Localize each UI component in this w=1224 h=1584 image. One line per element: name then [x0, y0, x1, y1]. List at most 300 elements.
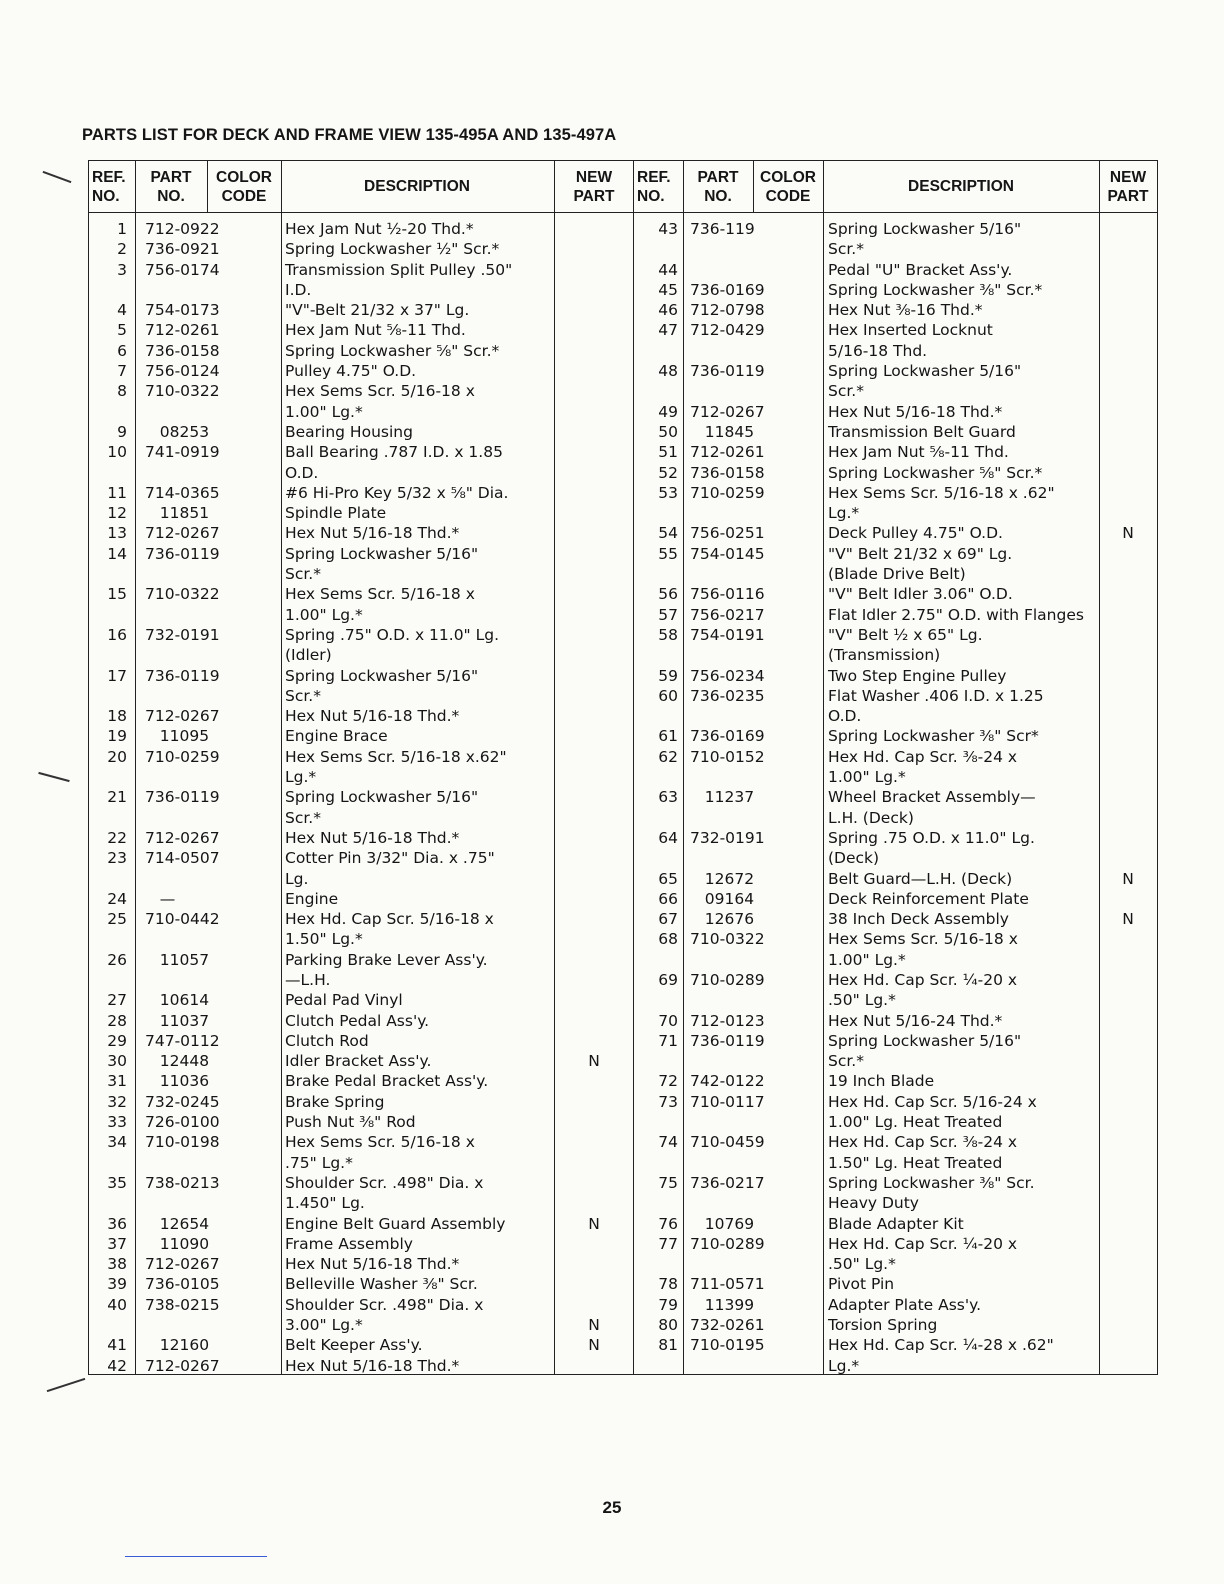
part-no-cell: 736-0105 — [145, 1275, 220, 1294]
table-row — [634, 747, 1156, 788]
header-color-code: COLOR CODE — [760, 168, 816, 205]
table-row — [89, 889, 634, 909]
description-cell: Hex Hd. Cap Scr. ¼-20 x .50" Lg.* — [828, 1234, 1018, 1274]
table-row — [89, 666, 634, 707]
description-cell: Spindle Plate — [285, 504, 387, 523]
ref-no-cell: 71 — [658, 1031, 678, 1050]
table-row — [89, 483, 634, 503]
part-no-cell: 738-0215 — [145, 1295, 220, 1314]
ref-no-cell: 48 — [658, 362, 678, 381]
ref-no-cell: 40 — [107, 1295, 127, 1314]
part-no-cell: 712-0261 — [145, 321, 220, 340]
description-cell: Hex Hd. Cap Scr. ⅜-24 x 1.50" Lg. Heat Treated — [828, 1133, 1018, 1172]
ref-no-cell: 59 — [658, 666, 678, 685]
table-row — [634, 970, 1156, 1011]
part-no-cell: 710-0459 — [690, 1133, 765, 1152]
header-new-part: NEW PART — [1107, 168, 1149, 205]
scan-edge-line — [125, 1556, 267, 1557]
table-row — [89, 950, 634, 991]
part-no-cell: 747-0112 — [145, 1031, 220, 1050]
table-row — [89, 544, 634, 585]
table-row — [634, 1214, 1156, 1234]
ref-no-cell: 81 — [658, 1336, 678, 1355]
table-row — [634, 889, 1156, 909]
part-no-cell: 12160 — [145, 1336, 210, 1355]
right-rows — [634, 219, 1156, 1376]
table-row — [89, 320, 634, 340]
part-no-cell: 11090 — [145, 1234, 210, 1253]
ref-no-cell: 36 — [107, 1214, 127, 1233]
description-cell: Hex Nut 5/16-18 Thd.* — [828, 402, 1003, 421]
description-cell: "V" Belt ½ x 65" Lg. (Transmission) — [828, 625, 983, 665]
part-no-cell: 741-0919 — [145, 443, 220, 462]
table-row — [634, 320, 1156, 361]
part-no-cell: 736-0235 — [690, 686, 765, 705]
ref-no-cell: 45 — [658, 280, 678, 299]
part-no-cell: 712-0267 — [145, 1255, 220, 1274]
ref-no-cell: 37 — [107, 1234, 127, 1253]
description-cell: Hex Inserted Locknut 5/16-18 Thd. — [828, 321, 993, 360]
description-cell: Spring Lockwasher 5/16" Scr.* — [285, 666, 479, 705]
part-no-cell: 712-0429 — [690, 321, 765, 340]
ref-no-cell: 20 — [107, 747, 127, 766]
part-no-cell: 710-0117 — [690, 1092, 765, 1111]
part-no-cell: 11845 — [690, 422, 755, 441]
ref-no-cell: 19 — [107, 727, 127, 746]
table-row — [89, 1214, 634, 1234]
table-row — [634, 726, 1156, 746]
part-no-cell: 10769 — [690, 1214, 755, 1233]
table-row — [89, 1173, 634, 1214]
part-no-cell: 736-0217 — [690, 1173, 765, 1192]
table-row — [634, 422, 1156, 442]
table-row — [634, 1071, 1156, 1091]
part-no-cell: 756-0217 — [690, 605, 765, 624]
ref-no-cell: 78 — [658, 1275, 678, 1294]
table-row — [634, 787, 1156, 828]
table-row — [634, 929, 1156, 970]
table-row — [89, 747, 634, 788]
table-row — [89, 909, 634, 950]
part-no-cell: 712-0267 — [690, 402, 765, 421]
ref-no-cell: 9 — [117, 422, 127, 441]
table-row — [634, 280, 1156, 300]
part-no-cell: 726-0100 — [145, 1113, 220, 1132]
table-row — [634, 1234, 1156, 1275]
description-cell: Spring Lockwasher ½" Scr.* — [285, 240, 500, 259]
part-no-cell: 756-0251 — [690, 524, 765, 543]
description-cell: Spring .75" O.D. x 11.0" Lg. (Idler) — [285, 625, 500, 665]
part-no-cell: 12448 — [145, 1052, 210, 1071]
table-row — [89, 1132, 634, 1173]
description-cell: 38 Inch Deck Assembly — [828, 910, 1009, 929]
table-row — [634, 219, 1156, 260]
ref-no-cell: 66 — [658, 889, 678, 908]
table-row — [634, 260, 1156, 280]
new-part-cell: N — [1122, 910, 1134, 929]
table-row — [634, 686, 1156, 727]
part-no-cell: 712-0261 — [690, 443, 765, 462]
binding-mark — [43, 171, 72, 183]
part-no-cell: 736-0119 — [690, 362, 765, 381]
ref-no-cell: 62 — [658, 747, 678, 766]
binding-mark — [38, 772, 69, 782]
part-no-cell: 11057 — [145, 950, 210, 969]
ref-no-cell: 35 — [107, 1173, 127, 1192]
ref-no-cell: 4 — [117, 301, 127, 320]
part-no-cell: 09164 — [690, 889, 755, 908]
table-row — [89, 1031, 634, 1051]
ref-no-cell: 17 — [107, 666, 127, 685]
table-row — [89, 239, 634, 259]
description-cell: Deck Pulley 4.75" O.D. — [828, 524, 1003, 543]
part-no-cell: 754-0173 — [145, 301, 220, 320]
part-no-cell: 710-0152 — [690, 747, 765, 766]
ref-no-cell: 31 — [107, 1072, 127, 1091]
description-cell: Ball Bearing .787 I.D. x 1.85 O.D. — [285, 443, 503, 482]
part-no-cell: 714-0365 — [145, 483, 220, 502]
description-cell: Hex Hd. Cap Scr. ¼-28 x .62" Lg.* — [828, 1336, 1054, 1375]
ref-no-cell: 15 — [107, 585, 127, 604]
ref-no-cell: 21 — [107, 788, 127, 807]
ref-no-cell: 79 — [658, 1295, 678, 1314]
new-part-cell: N — [588, 1316, 600, 1335]
table-row — [89, 341, 634, 361]
table-row — [89, 1274, 634, 1294]
description-cell: Clutch Rod — [285, 1031, 369, 1050]
description-cell: Belt Keeper Ass'y. — [285, 1336, 423, 1355]
ref-no-cell: 80 — [658, 1316, 678, 1335]
description-cell: Belleville Washer ⅜" Scr. — [285, 1275, 478, 1294]
part-no-cell: 712-0123 — [690, 1011, 765, 1030]
ref-no-cell: 77 — [658, 1234, 678, 1253]
part-no-cell: 712-0267 — [145, 828, 220, 847]
table-row — [634, 1092, 1156, 1133]
part-no-cell: 736-0921 — [145, 240, 220, 259]
part-no-cell: 742-0122 — [690, 1072, 765, 1091]
part-no-cell: 712-0267 — [145, 1356, 220, 1375]
table-row — [634, 1132, 1156, 1173]
description-cell: Parking Brake Lever Ass'y. —L.H. — [285, 950, 488, 989]
part-no-cell: 11095 — [145, 727, 210, 746]
description-cell: Hex Sems Scr. 5/16-18 x .75" Lg.* — [285, 1133, 475, 1172]
ref-no-cell: 38 — [107, 1255, 127, 1274]
table-row — [634, 300, 1156, 320]
table-row — [89, 1254, 634, 1274]
part-no-cell: 714-0507 — [145, 849, 220, 868]
ref-no-cell: 11 — [107, 483, 127, 502]
description-cell: Blade Adapter Kit — [828, 1214, 964, 1233]
table-row — [634, 483, 1156, 524]
ref-no-cell: 2 — [117, 240, 127, 259]
part-no-cell: 11036 — [145, 1072, 210, 1091]
table-row — [634, 544, 1156, 585]
description-cell: Hex Jam Nut ½-20 Thd.* — [285, 220, 474, 238]
ref-no-cell: 27 — [107, 991, 127, 1010]
part-no-cell: 08253 — [145, 422, 210, 441]
header-description: DESCRIPTION — [908, 178, 1014, 195]
ref-no-cell: 72 — [658, 1072, 678, 1091]
description-cell: Frame Assembly — [285, 1234, 413, 1253]
table-row — [634, 1315, 1156, 1335]
ref-no-cell: 52 — [658, 463, 678, 482]
description-cell: Adapter Plate Ass'y. — [828, 1295, 982, 1314]
table-row — [634, 402, 1156, 422]
table-row — [89, 1011, 634, 1031]
ref-no-cell: 5 — [117, 321, 127, 340]
description-cell: Shoulder Scr. .498" Dia. x 1.450" Lg. — [285, 1173, 484, 1213]
ref-no-cell: 28 — [107, 1011, 127, 1030]
description-cell: Deck Reinforcement Plate — [828, 889, 1029, 908]
description-cell: Spring Lockwasher ⅝" Scr.* — [285, 341, 500, 360]
left-rows — [89, 219, 634, 1376]
ref-no-cell: 30 — [107, 1052, 127, 1071]
header-part-no: PART NO. — [150, 168, 192, 205]
description-cell: "V" Belt Idler 3.06" O.D. — [828, 585, 1013, 604]
part-no-cell: 710-0322 — [145, 382, 220, 401]
part-no-cell: 756-0174 — [145, 260, 220, 279]
header-color-code: COLOR CODE — [216, 168, 272, 205]
description-cell: Hex Sems Scr. 5/16-18 x 1.00" Lg.* — [285, 585, 475, 624]
part-no-cell: 710-0198 — [145, 1133, 220, 1152]
ref-no-cell: 53 — [658, 483, 678, 502]
description-cell: Pedal "U" Bracket Ass'y. — [828, 260, 1013, 279]
part-no-cell: 754-0191 — [690, 625, 765, 644]
new-part-cell: N — [588, 1336, 600, 1355]
table-row — [634, 361, 1156, 402]
table-row — [89, 219, 634, 239]
table-row — [634, 1173, 1156, 1214]
part-no-cell: 11037 — [145, 1011, 210, 1030]
table-row — [89, 1092, 634, 1112]
table-row — [89, 706, 634, 726]
table-row — [89, 503, 634, 523]
description-cell: Hex Sems Scr. 5/16-18 x.62" Lg.* — [285, 747, 507, 787]
table-row — [89, 828, 634, 848]
table-row — [89, 1335, 634, 1355]
part-no-cell: 736-0119 — [145, 666, 220, 685]
description-cell: Hex Sems Scr. 5/16-18 x 1.00" Lg.* — [285, 382, 475, 421]
table-row — [89, 300, 634, 320]
description-cell: Spring Lockwasher 5/16" Scr.* — [285, 788, 479, 827]
ref-no-cell: 32 — [107, 1092, 127, 1111]
table-row — [89, 1051, 634, 1071]
description-cell: Hex Nut 5/16-18 Thd.* — [285, 707, 460, 726]
description-cell: Engine Belt Guard Assembly — [285, 1214, 506, 1233]
ref-no-cell: 29 — [107, 1031, 127, 1050]
part-no-cell: — — [145, 889, 176, 908]
ref-no-cell: 55 — [658, 544, 678, 563]
part-no-cell: 738-0213 — [145, 1173, 220, 1192]
description-cell: Hex Jam Nut ⅝-11 Thd. — [285, 321, 466, 340]
part-no-cell: 732-0191 — [145, 625, 220, 644]
description-cell: Flat Washer .406 I.D. x 1.25 O.D. — [828, 686, 1044, 726]
new-part-cell: N — [1122, 869, 1134, 888]
description-cell: #6 Hi-Pro Key 5/32 x ⅝" Dia. — [285, 483, 509, 502]
table-row — [89, 848, 634, 889]
ref-no-cell: 49 — [658, 402, 678, 421]
ref-no-cell: 47 — [658, 321, 678, 340]
table-row — [634, 463, 1156, 483]
ref-no-cell: 18 — [107, 707, 127, 726]
table-row — [89, 260, 634, 301]
description-cell: Transmission Split Pulley .50" I.D. — [285, 260, 513, 299]
table-row — [634, 1295, 1156, 1315]
ref-no-cell: 46 — [658, 301, 678, 320]
part-no-cell: 711-0571 — [690, 1275, 765, 1294]
part-no-cell: 710-0289 — [690, 1234, 765, 1253]
ref-no-cell: 34 — [107, 1133, 127, 1152]
part-no-cell: 710-0195 — [690, 1336, 765, 1355]
description-cell: Flat Idler 2.75" O.D. with Flanges — [828, 605, 1084, 624]
description-cell: Idler Bracket Ass'y. — [285, 1052, 432, 1071]
table-row — [89, 381, 634, 422]
ref-no-cell: 41 — [107, 1336, 127, 1355]
new-part-cell: N — [1122, 524, 1134, 543]
description-cell: Hex Sems Scr. 5/16-18 x 1.00" Lg.* — [828, 930, 1018, 969]
description-cell: Engine — [285, 889, 339, 908]
part-no-cell: 736-0119 — [690, 1031, 765, 1050]
description-cell: Hex Nut 5/16-18 Thd.* — [285, 828, 460, 847]
ref-no-cell: 23 — [107, 849, 127, 868]
ref-no-cell: 63 — [658, 788, 678, 807]
description-cell: Spring Lockwasher ⅜" Scr. Heavy Duty — [828, 1173, 1035, 1213]
part-no-cell: 11851 — [145, 504, 210, 523]
table-row — [89, 1356, 634, 1376]
description-cell: Pedal Pad Vinyl — [285, 991, 403, 1010]
header-part-no: PART NO. — [697, 168, 739, 205]
part-no-cell: 756-0116 — [690, 585, 765, 604]
description-cell: Pulley 4.75" O.D. — [285, 362, 417, 381]
description-cell: Bearing Housing — [285, 422, 413, 441]
description-cell: Hex Nut 5/16-18 Thd.* — [285, 524, 460, 543]
description-cell: Spring Lockwasher 5/16" Scr.* — [828, 362, 1022, 401]
part-no-cell: 710-0442 — [145, 910, 220, 929]
header-ref-no: REF. NO. — [637, 168, 671, 205]
description-cell: Spring Lockwasher ⅜" Scr.* — [828, 280, 1043, 299]
description-cell: Hex Nut 5/16-18 Thd.* — [285, 1255, 460, 1274]
table-row — [89, 422, 634, 442]
description-cell: "V" Belt 21/32 x 69" Lg. (Blade Drive Belt) — [828, 544, 1013, 584]
table-row — [634, 869, 1156, 889]
parts-table-left — [89, 161, 634, 1374]
table-row — [89, 361, 634, 381]
ref-no-cell: 67 — [658, 910, 678, 929]
table-row — [634, 666, 1156, 686]
table-row — [634, 828, 1156, 869]
ref-no-cell: 70 — [658, 1011, 678, 1030]
ref-no-cell: 50 — [658, 422, 678, 441]
part-no-cell: 12676 — [690, 910, 755, 929]
page-title: PARTS LIST FOR DECK AND FRAME VIEW 135-495A AND 135-497A — [82, 126, 617, 144]
description-cell: Hex Nut ⅜-16 Thd.* — [828, 301, 983, 320]
part-no-cell: 712-0267 — [145, 707, 220, 726]
part-no-cell: 11399 — [690, 1295, 755, 1314]
description-cell: Hex Nut 5/16-24 Thd.* — [828, 1011, 1003, 1030]
description-cell: Spring Lockwasher 5/16" Scr.* — [285, 544, 479, 584]
ref-no-cell: 44 — [658, 260, 678, 279]
description-cell: 19 Inch Blade — [828, 1072, 935, 1091]
description-cell: Transmission Belt Guard — [828, 422, 1016, 441]
ref-no-cell: 24 — [107, 889, 127, 908]
table-row — [89, 1234, 634, 1254]
part-no-cell: 736-0169 — [690, 727, 765, 746]
ref-no-cell: 58 — [658, 625, 678, 644]
part-no-cell: 732-0245 — [145, 1092, 220, 1111]
part-no-cell: 712-0798 — [690, 301, 765, 320]
header-description: DESCRIPTION — [364, 178, 470, 195]
ref-no-cell: 42 — [107, 1356, 127, 1375]
table-row — [634, 1011, 1156, 1031]
part-no-cell: 736-0119 — [145, 544, 220, 563]
description-cell: Hex Hd. Cap Scr. 5/16-24 x 1.00" Lg. Heat Treated — [828, 1092, 1037, 1132]
ref-no-cell: 25 — [107, 910, 127, 929]
description-cell: Shoulder Scr. .498" Dia. x 3.00" Lg.* — [285, 1295, 484, 1335]
ref-no-cell: 16 — [107, 625, 127, 644]
part-no-cell: 736-0169 — [690, 280, 765, 299]
ref-no-cell: 68 — [658, 930, 678, 949]
ref-no-cell: 60 — [658, 686, 678, 705]
column-divider — [207, 161, 208, 212]
part-no-cell: 736-0158 — [690, 463, 765, 482]
part-no-cell: 710-0289 — [690, 970, 765, 989]
ref-no-cell: 64 — [658, 828, 678, 847]
part-no-cell: 712-0922 — [145, 220, 220, 238]
ref-no-cell: 51 — [658, 443, 678, 462]
ref-no-cell: 12 — [107, 504, 127, 523]
header-ref-no: REF. NO. — [92, 168, 126, 205]
description-cell: Spring Lockwasher 5/16" Scr.* — [828, 1031, 1022, 1071]
new-part-cell: N — [588, 1052, 600, 1071]
ref-no-cell: 56 — [658, 585, 678, 604]
table-row — [634, 1335, 1156, 1376]
table-row — [89, 1112, 634, 1132]
table-row — [634, 909, 1156, 929]
description-cell: Hex Nut 5/16-18 Thd.* — [285, 1356, 460, 1375]
page-number: 25 — [602, 1498, 622, 1517]
table-row — [89, 442, 634, 483]
table-row — [89, 990, 634, 1010]
description-cell: Hex Hd. Cap Scr. ⅜-24 x 1.00" Lg.* — [828, 747, 1018, 787]
ref-no-cell: 33 — [107, 1113, 127, 1132]
part-no-cell: 710-0259 — [690, 483, 765, 502]
description-cell: Spring Lockwasher ⅝" Scr.* — [828, 463, 1043, 482]
ref-no-cell: 7 — [117, 362, 127, 381]
column-divider — [753, 161, 754, 212]
new-part-cell: N — [588, 1214, 600, 1233]
ref-no-cell: 73 — [658, 1092, 678, 1111]
description-cell: Brake Spring — [285, 1092, 385, 1111]
ref-no-cell: 69 — [658, 970, 678, 989]
ref-no-cell: 26 — [107, 950, 127, 969]
parts-table — [88, 160, 1158, 1375]
ref-no-cell: 8 — [117, 382, 127, 401]
description-cell: Pivot Pin — [828, 1275, 895, 1294]
part-no-cell: 756-0234 — [690, 666, 765, 685]
description-cell: Spring Lockwasher 5/16" Scr.* — [828, 220, 1022, 259]
ref-no-cell: 6 — [117, 341, 127, 360]
description-cell: Hex Hd. Cap Scr. 5/16-18 x 1.50" Lg.* — [285, 910, 494, 949]
part-no-cell: 732-0261 — [690, 1316, 765, 1335]
part-no-cell: 11237 — [690, 788, 755, 807]
description-cell: Two Step Engine Pulley — [828, 666, 1007, 685]
part-no-cell: 710-0259 — [145, 747, 220, 766]
table-row — [89, 584, 634, 625]
ref-no-cell: 76 — [658, 1214, 678, 1233]
description-cell: Hex Hd. Cap Scr. ¼-20 x .50" Lg.* — [828, 970, 1018, 1010]
table-row — [634, 442, 1156, 462]
part-no-cell: 732-0191 — [690, 828, 765, 847]
